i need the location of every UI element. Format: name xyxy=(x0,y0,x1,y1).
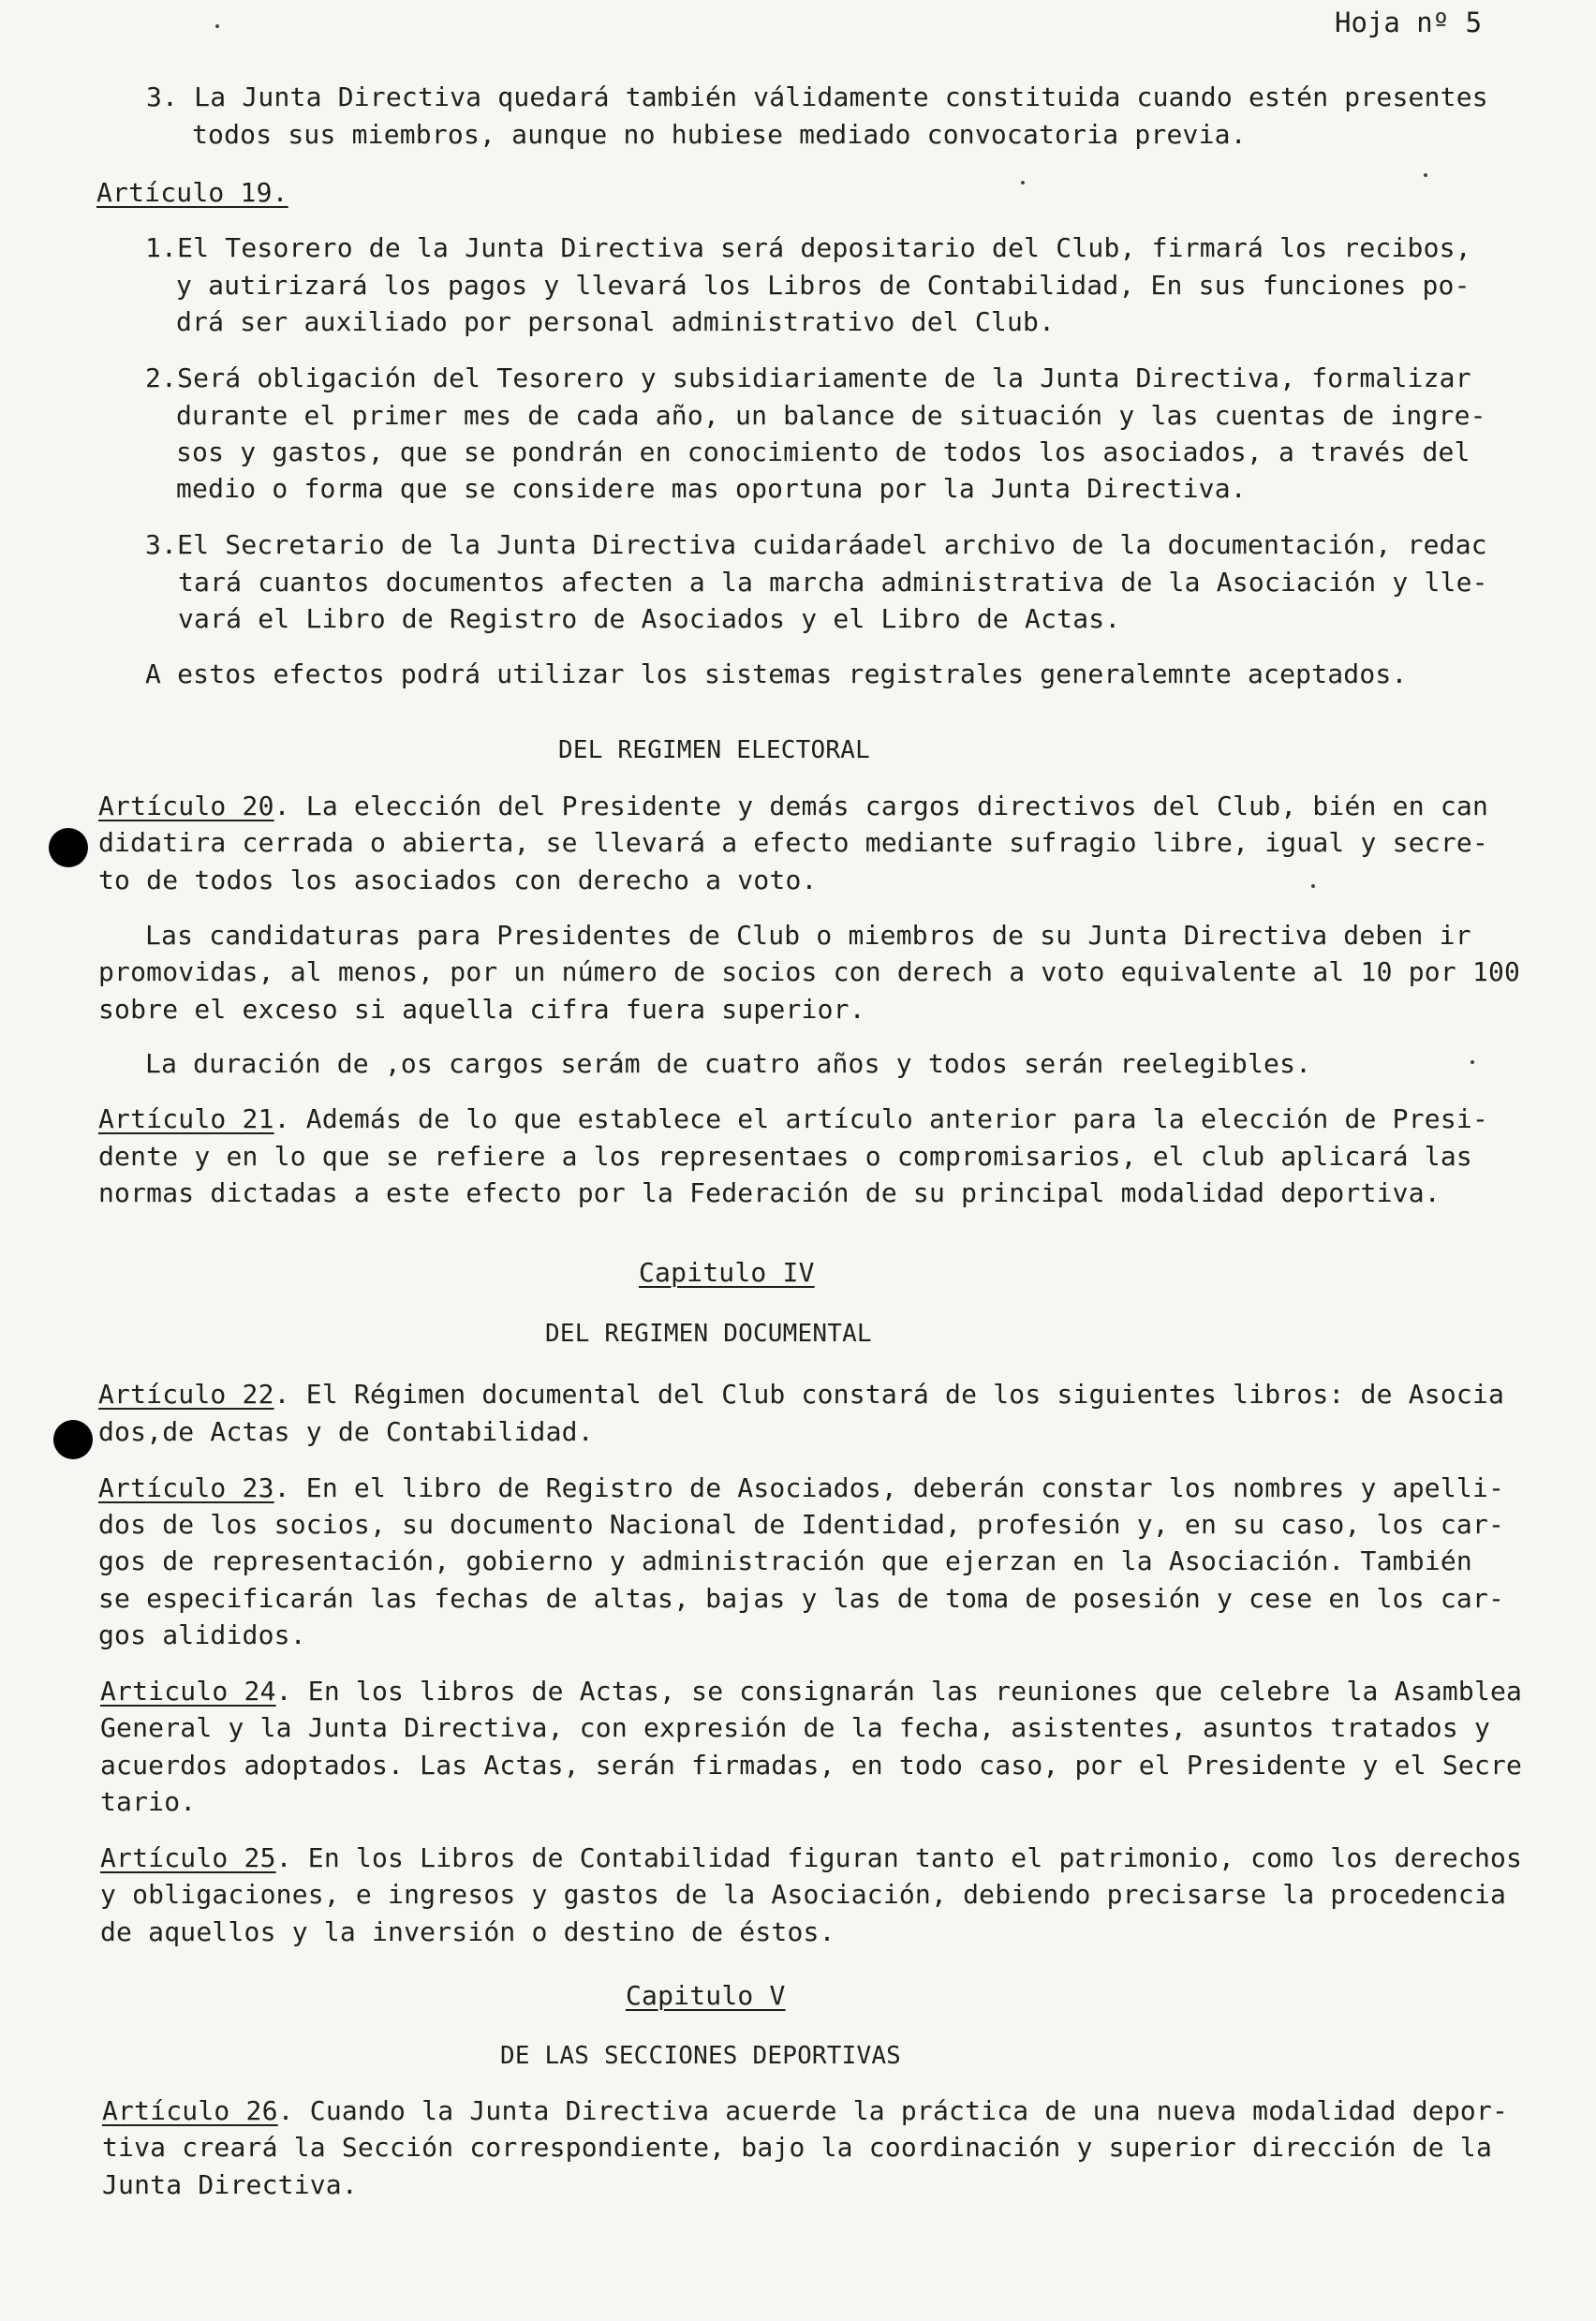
article-25-line xyxy=(100,1840,1522,1877)
text-line: sobre el exceso si aquella cifra fuera superior. xyxy=(98,994,865,1025)
article-heading: Artículo 19. xyxy=(96,177,288,208)
text-line: A estos efectos podrá utilizar los sistemas registrales generalemnte aceptados. xyxy=(145,658,1408,689)
article-23-line xyxy=(98,1470,1504,1507)
text-line: tiva creará la Sección correspondiente, bajo la coordinación y superior dirección de la xyxy=(102,2132,1492,2163)
text-line: Junta Directiva. xyxy=(102,2169,358,2200)
article-text: . La elección del Presidente y demás cargos directivos del Club, bién en can xyxy=(273,791,1489,821)
text-line: dos de los socios, su documento Nacional de Identidad, profesión y, en su caso, los car- xyxy=(98,1509,1505,1540)
text-line: normas dictadas a este efecto por la Federación de su principal modalidad deportiva. xyxy=(98,1177,1441,1208)
speck xyxy=(1424,173,1427,177)
section-heading: DE LAS SECCIONES DEPORTIVAS xyxy=(500,2042,902,2070)
article-text: . Cuando la Junta Directiva acuerde la práctica de una nueva modalidad depor- xyxy=(277,2095,1509,2126)
text-line: se especificarán las fechas de altas, bajas y las de toma de posesión y cese en los car- xyxy=(98,1583,1505,1614)
article-text: . En el libro de Registro de Asociados, deberán constar los nombres y apelli- xyxy=(273,1472,1505,1503)
text-line: 1.El Tesorero de la Junta Directiva será depositario del Club, firmará los recibos, xyxy=(145,232,1471,263)
article-22-line xyxy=(98,1376,1504,1413)
text-line: dente y en lo que se refiere a los representaes o compromisarios, el club aplicará las xyxy=(98,1141,1472,1172)
article-text: . En los libros de Actas, se consignarán las reuniones que celebre la Asamblea xyxy=(275,1676,1523,1707)
article-24-line xyxy=(100,1673,1522,1710)
article-label: Artículo 20 xyxy=(98,791,274,821)
chapter-heading: Capitulo V xyxy=(626,1980,786,2011)
article-label: Artículo 25 xyxy=(100,1842,276,1873)
speck xyxy=(1311,884,1315,888)
text-line: 2.Será obligación del Tesorero y subsidiariamente de la Junta Directiva, formalizar xyxy=(145,362,1471,393)
text-line: vará el Libro de Registro de Asociados y el Libro de Actas. xyxy=(178,603,1121,634)
text-line: Las candidaturas para Presidentes de Club o miembros de su Junta Directiva deben ir xyxy=(145,920,1471,951)
text-line: y autirizará los pagos y llevará los Libros de Contabilidad, En sus funciones po- xyxy=(176,270,1470,301)
punch-hole-2 xyxy=(53,1420,93,1459)
article-20-line xyxy=(98,788,1488,825)
speck xyxy=(1470,1060,1474,1064)
chapter-heading: Capitulo IV xyxy=(639,1257,815,1288)
article-text: . El Régimen documental del Club constará de los siguientes libros: de Asocia xyxy=(273,1379,1505,1410)
text-line: to de todos los asociados con derecho a voto. xyxy=(98,865,818,895)
page-number: Hoja nº 5 xyxy=(1335,7,1483,38)
text-line: tará cuantos documentos afecten a la marcha administrativa de la Asociación y lle- xyxy=(178,567,1488,598)
text-line: 3.El Secretario de la Junta Directiva cuidaráadel archivo de la documentación, redac xyxy=(145,529,1487,560)
section-heading: DEL REGIMEN DOCUMENTAL xyxy=(545,1320,872,1348)
article-label: Artículo 26 xyxy=(102,2095,278,2126)
text-line: y obligaciones, e ingresos y gastos de la Asociación, debiendo precisarse la procedencia xyxy=(100,1879,1507,1910)
punch-hole-1 xyxy=(49,828,88,867)
article-text: . Además de lo que establece el artículo anterior para la elección de Presi- xyxy=(273,1103,1489,1134)
text-line: didatira cerrada o abierta, se llevará a efecto mediante sufragio libre, igual y secre- xyxy=(98,827,1488,858)
speck xyxy=(215,24,219,28)
article-21-line xyxy=(98,1101,1488,1138)
article-label: Artículo 22 xyxy=(98,1379,274,1410)
article-label: Artículo 23 xyxy=(98,1472,274,1503)
text-line: tario. xyxy=(100,1786,197,1817)
article-label: Artículo 21 xyxy=(98,1103,274,1134)
article-text: . En los Libros de Contabilidad figuran tanto el patrimonio, como los derechos xyxy=(275,1842,1523,1873)
text-line: acuerdos adoptados. Las Actas, serán firmadas, en todo caso, por el Presidente y el Secre xyxy=(100,1750,1523,1781)
text-line: todos sus miembros, aunque no hubiese mediado convocatoria previa. xyxy=(192,119,1247,150)
text-line: de aquellos y la inversión o destino de éstos. xyxy=(100,1916,835,1947)
text-line: gos alididos. xyxy=(98,1619,306,1650)
text-line: dos,de Actas y de Contabilidad. xyxy=(98,1416,594,1447)
text-line: La duración de ,os cargos serám de cuatro años y todos serán reelegibles. xyxy=(145,1048,1312,1079)
article-label: Articulo 24 xyxy=(100,1676,276,1707)
article-26-line xyxy=(102,2092,1508,2130)
text-line: medio o forma que se considere mas oportuna por la Junta Directiva. xyxy=(176,473,1247,504)
text-line: durante el primer mes de cada año, un balance de situación y las cuentas de ingre- xyxy=(176,400,1486,431)
text-line: promovidas, al menos, por un número de socios con derech a voto equivalente al 10 por 100 xyxy=(98,956,1521,987)
speck xyxy=(1021,181,1025,185)
text-line: sos y gastos, que se pondrán en conocimiento de todos los asociados, a través del xyxy=(176,436,1470,467)
text-line: 3. La Junta Directiva quedará también válidamente constituida cuando estén presentes xyxy=(146,81,1488,112)
text-line: General y la Junta Directiva, con expresión de la fecha, asistentes, asuntos tratados y xyxy=(100,1712,1490,1743)
text-line: drá ser auxiliado por personal administrativo del Club. xyxy=(176,306,1056,337)
section-heading: DEL REGIMEN ELECTORAL xyxy=(558,736,870,764)
text-line: gos de representación, gobierno y administración que ejerzan en la Asociación. También xyxy=(98,1545,1472,1576)
